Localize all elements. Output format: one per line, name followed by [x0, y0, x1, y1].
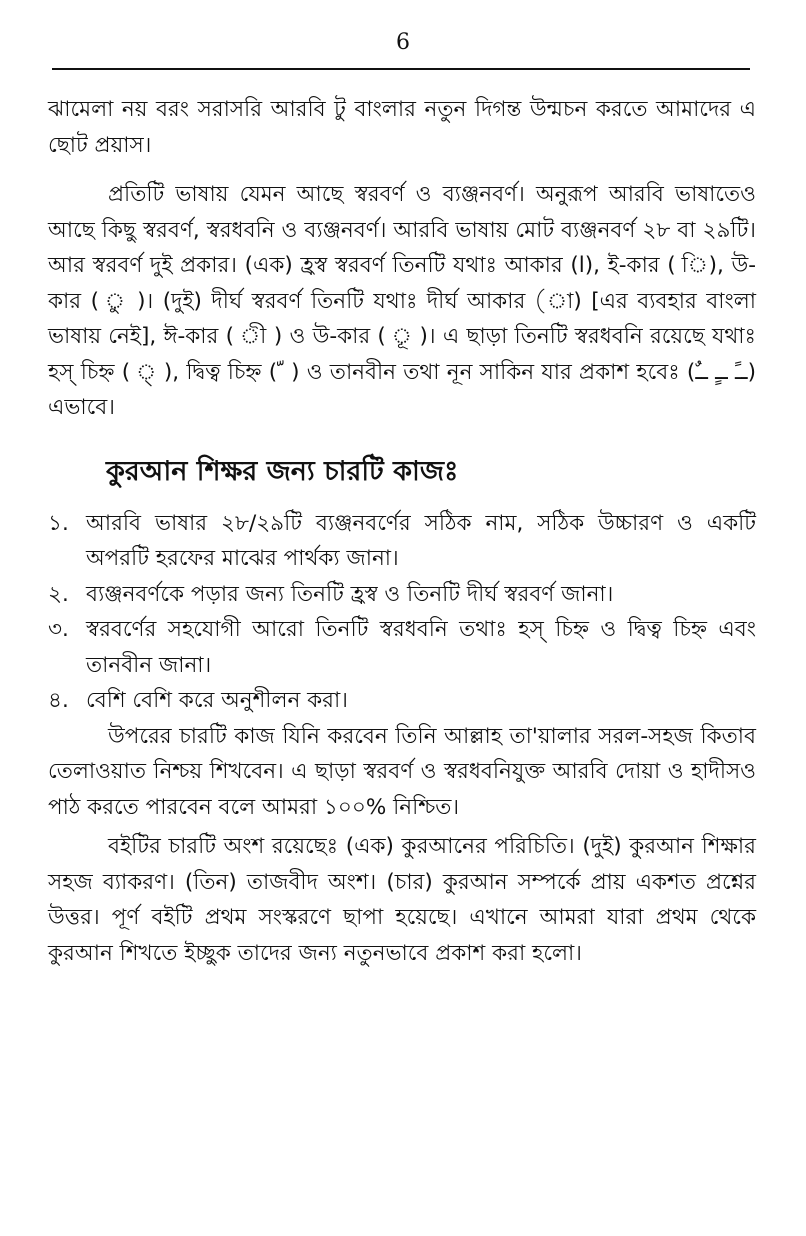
- list-text: আরবি ভাষার ২৮/২৯টি ব্যঞ্জনবর্ণের সঠিক নাম, সঠিক উচ্চারণ ও একটি অপরটি হরফের মাঝের পার্থক্য জানা।: [86, 510, 756, 571]
- page-body: [48, 92, 756, 971]
- list-number: ৪.: [48, 688, 69, 713]
- header-rule: [52, 68, 750, 70]
- list-item: [48, 506, 756, 577]
- list-number: ১.: [48, 510, 69, 536]
- list-text: স্বরবর্ণের সহযোগী আরো তিনটি স্বরধবনি তথাঃ হস্‌ চিহ্ন ও দ্বিত্ব চিহ্ন এবং তানবীন জানা।: [86, 617, 756, 678]
- list-item: [48, 577, 756, 613]
- list-item: [48, 683, 756, 719]
- page-number: 6: [396, 30, 410, 55]
- list-text: বেশি বেশি করে অনুশীলন করা।: [86, 688, 348, 713]
- list-text: ব্যঞ্জনবর্ণকে পড়ার জন্য তিনটি হ্রস্ব ও তিনটি দীর্ঘ স্বরবর্ণ জানা।: [86, 581, 614, 607]
- paragraph-intro-continued: ঝামেলা নয় বরং সরাসরি আরবি টু বাংলার নতুন দিগন্ত উন্মচন করতে আমাদের এ ছোট প্রয়াস।: [48, 97, 756, 158]
- task-list: [48, 506, 756, 719]
- list-number: ২.: [48, 581, 69, 607]
- section-heading: কুরআন শিক্ষর জন্য চারটি কাজঃ: [106, 455, 459, 487]
- paragraph-outcome: উপরের চারটি কাজ যিনি করবেন তিনি আল্লাহ তা'য়ালার সরল-সহজ কিতাব তেলাওয়াত নিশ্চয় শিখবেন। এ ছাড়া স্বরবর্ণ ও স্বরধবনিযুক্ত আরবি দোয়া ও হাদীসও পাঠ করতে পারবেন বলে আমরা ১০০% নিশ্চিত।: [48, 723, 756, 820]
- paragraph-book-parts: বইটির চারটি অংশ রয়েছেঃ (এক) কুরআনের পরিচিতি। (দুই) কুরআন শিক্ষার সহজ ব্যাকরণ। (তিন) তাজবীদ অংশ। (চার) কুরআন সম্পর্কে প্রায় একশত প্রশ্নের উত্তর। পূর্ণ বইটি প্রথম সংস্করণে ছাপা হয়েছে। এখানে আমরা যারা প্রথম থেকে কুরআন শিখতে ইচ্ছুক তাদের জন্য নতুনভাবে প্রকাশ করা হলো।: [48, 834, 756, 966]
- paragraph-vowels-consonants: প্রতিটি ভাষায় যেমন আছে স্বরবর্ণ ও ব্যঞ্জনবর্ণ। অনুরূপ আরবি ভাষাতেও আছে কিছু স্বরবর্ণ, স্বরধবনি ও ব্যঞ্জনবর্ণ। আরবি ভাষায় মোট ব্যঞ্জনবর্ণ ২৮ বা ২৯টি। আর স্বরবর্ণ দুই প্রকার। (এক) হ্রস্ব স্বরবর্ণ তিনটি যথাঃ আকার (ا), ই-কার ( ি), উ-কার ( ু )। (দুই) দীর্ঘ স্বরবর্ণ তিনটি যথাঃ দীর্ঘ আকার (া) [এর ব্যবহার বাংলা ভাষায় নেই], ঈ-কার ( ী ) ও উ-কার ( ূ )। এ ছাড়া তিনটি স্বরধবনি রয়েছে যথাঃ হস্‌ চিহ্ন ( ্ ), দ্বিত্ব চিহ্ন ( ّ ) ও তানবীন তথা নূন সাকিন যার প্রকাশ হবেঃ (ــً ــٍ ــٌ) এভাবে।: [48, 182, 757, 420]
- list-item: [48, 612, 756, 683]
- list-number: ৩.: [48, 617, 69, 642]
